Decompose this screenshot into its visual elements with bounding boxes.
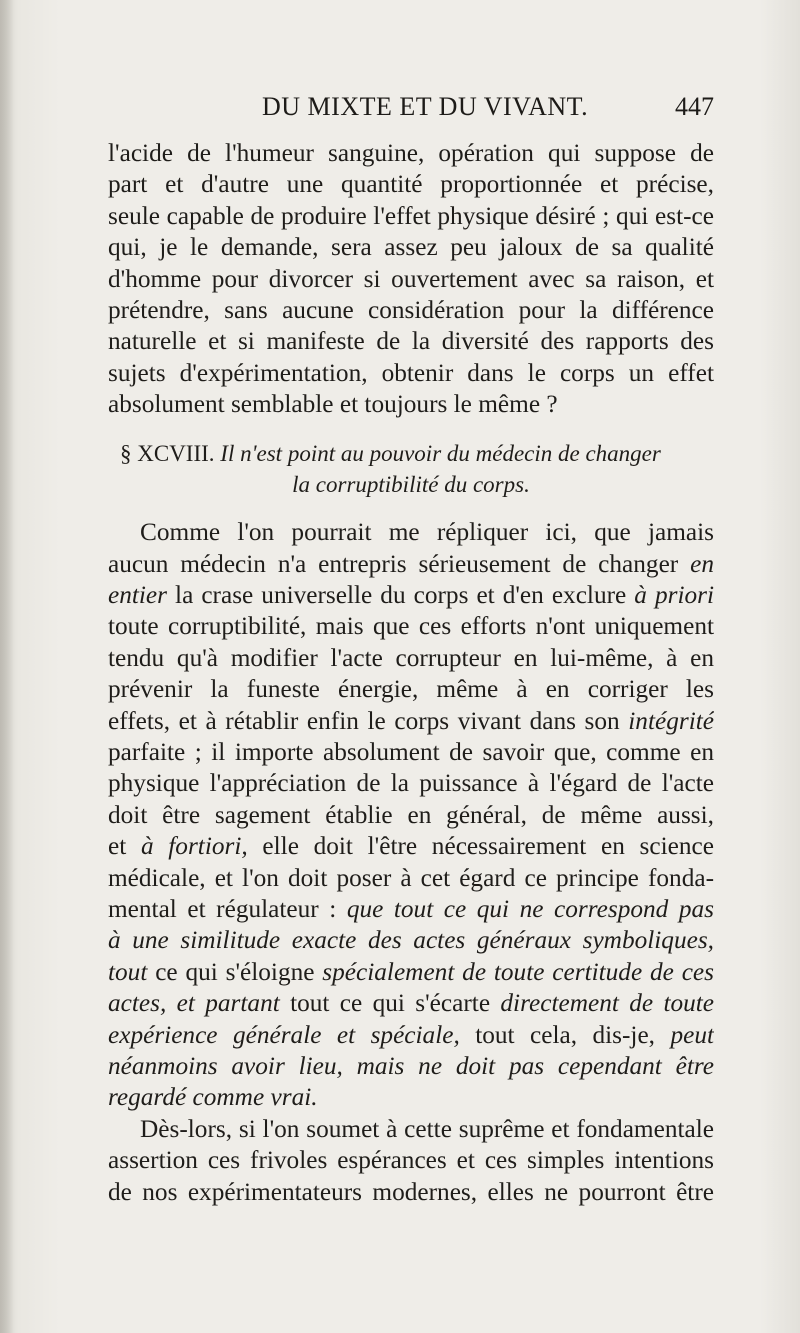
- paragraph-2: [108, 517, 714, 1113]
- text-line: Dès-lors, si l'on soumet à cette suprême et fondamentale: [140, 1114, 714, 1143]
- italic-text: spécialement de toute certitude de ces: [322, 957, 714, 986]
- text-line: [108, 800, 714, 831]
- roman-text: prévenir la funeste énergie, même à en corriger les: [108, 675, 714, 704]
- roman-text: elle doit l'être nécessairement en science: [262, 832, 714, 861]
- roman-text: effets, et à rétablir enfin le corps vivant dans son: [108, 706, 620, 735]
- text-line: [108, 988, 714, 1019]
- italic-text: entier: [108, 581, 168, 610]
- italic-text: regardé comme vrai.: [108, 1083, 318, 1112]
- italic-text: à priori: [634, 581, 714, 610]
- roman-text: doit être sagement établie en général, de même aussi,: [108, 800, 714, 829]
- text-line: [108, 517, 714, 548]
- text-line: [108, 1020, 714, 1051]
- italic-text: à une similitude exacte des actes généraux symboliques,: [108, 926, 714, 955]
- text-line: [108, 674, 714, 705]
- text-line: [108, 611, 714, 642]
- text-line: part et d'autre une quantité proportionnée et précise,: [108, 170, 714, 199]
- section-title-part-1: Il n'est point au pouvoir du médecin de changer: [220, 440, 661, 466]
- italic-text: peut: [670, 1020, 714, 1049]
- body-text: [108, 138, 714, 1208]
- text-line: [108, 549, 714, 580]
- roman-text: la crase universelle du corps et d'en exclure: [175, 581, 627, 610]
- roman-text: parfaite ; il importe absolument de savoir que, comme en: [108, 738, 714, 767]
- page-number: 447: [675, 92, 714, 121]
- section-number: § XCVIII.: [120, 440, 215, 466]
- text-line: [108, 768, 714, 799]
- text-line: [108, 1082, 714, 1113]
- text-line: [108, 863, 714, 894]
- roman-text: mental et régulateur :: [108, 894, 337, 923]
- text-line: de nos expérimentateurs modernes, elles ne pourront être: [108, 1177, 714, 1206]
- roman-text: et: [108, 832, 127, 861]
- roman-text: tendu qu'à modifier l'acte corrupteur en lui-même, à en: [108, 643, 714, 672]
- text-line: absolument semblable et toujours le même ?: [108, 390, 558, 419]
- page-gutter-shadow: [0, 0, 14, 1333]
- roman-text: toute corruptibilité, mais que ces efforts n'ont uniquement: [108, 612, 714, 641]
- roman-text: physique l'appréciation de la puissance à l'égard de l'acte: [108, 769, 714, 798]
- roman-text: ce qui s'éloigne: [155, 957, 315, 986]
- section-heading-line-2: [108, 469, 714, 500]
- roman-text: Comme l'on pourrait me répliquer ici, que jamais: [140, 518, 714, 547]
- text-line: [108, 643, 714, 674]
- italic-text: en: [690, 549, 714, 578]
- text-line: sujets d'expérimentation, obtenir dans le corps un effet: [108, 358, 714, 387]
- text-line: l'acide de l'humeur sanguine, opération qui suppose de: [108, 139, 714, 167]
- text-line: [108, 737, 714, 768]
- italic-text: que tout ce qui ne correspond pas: [346, 894, 714, 923]
- italic-text: tout: [108, 957, 148, 986]
- text-line: [108, 894, 714, 925]
- roman-text: aucun médecin n'a entrepris sérieusement de changer: [108, 549, 679, 578]
- italic-text: actes, et partant: [108, 989, 280, 1018]
- running-head: DU MIXTE ET DU VIVANT.: [262, 92, 589, 121]
- text-line: assertion ces frivoles espérances et ces simples intentions: [108, 1146, 714, 1175]
- text-line: prétendre, sans aucune considération pour la différence: [108, 295, 714, 324]
- text-line: d'homme pour divorcer si ouvertement avec sa raison, et: [108, 264, 714, 293]
- text-line: [108, 1051, 714, 1082]
- section-title-part-2: la corruptibilité du corps.: [292, 471, 530, 497]
- italic-text: néanmoins avoir lieu, mais ne doit pas cependant être: [108, 1051, 714, 1080]
- text-line: [108, 831, 714, 862]
- roman-text: tout cela, dis-je,: [475, 1020, 656, 1049]
- text-line: [108, 706, 714, 737]
- italic-text: expérience générale et spéciale,: [108, 1020, 460, 1049]
- text-line: seule capable de produire l'effet physique désiré ; qui est-ce: [108, 201, 714, 230]
- text-line: [108, 925, 714, 956]
- paragraph-3: [108, 1114, 714, 1208]
- roman-text: tout ce qui s'écarte: [290, 989, 491, 1018]
- roman-text: médicale, et l'on doit poser à cet égard ce principe fonda-: [108, 863, 714, 892]
- section-heading-line-1: [108, 438, 714, 469]
- text-line: qui, je le demande, sera assez peu jaloux de sa qualité: [108, 233, 714, 262]
- italic-text: à fortiori,: [140, 832, 248, 861]
- paragraph-1: [108, 138, 714, 421]
- text-line: [108, 957, 714, 988]
- text-line: naturelle et si manifeste de la diversité des rapports des: [108, 327, 714, 356]
- italic-text: directement de toute: [500, 989, 714, 1018]
- text-line: [108, 580, 714, 611]
- section-heading: [108, 438, 714, 501]
- page-header: [262, 92, 714, 132]
- italic-text: intégrité: [628, 706, 714, 735]
